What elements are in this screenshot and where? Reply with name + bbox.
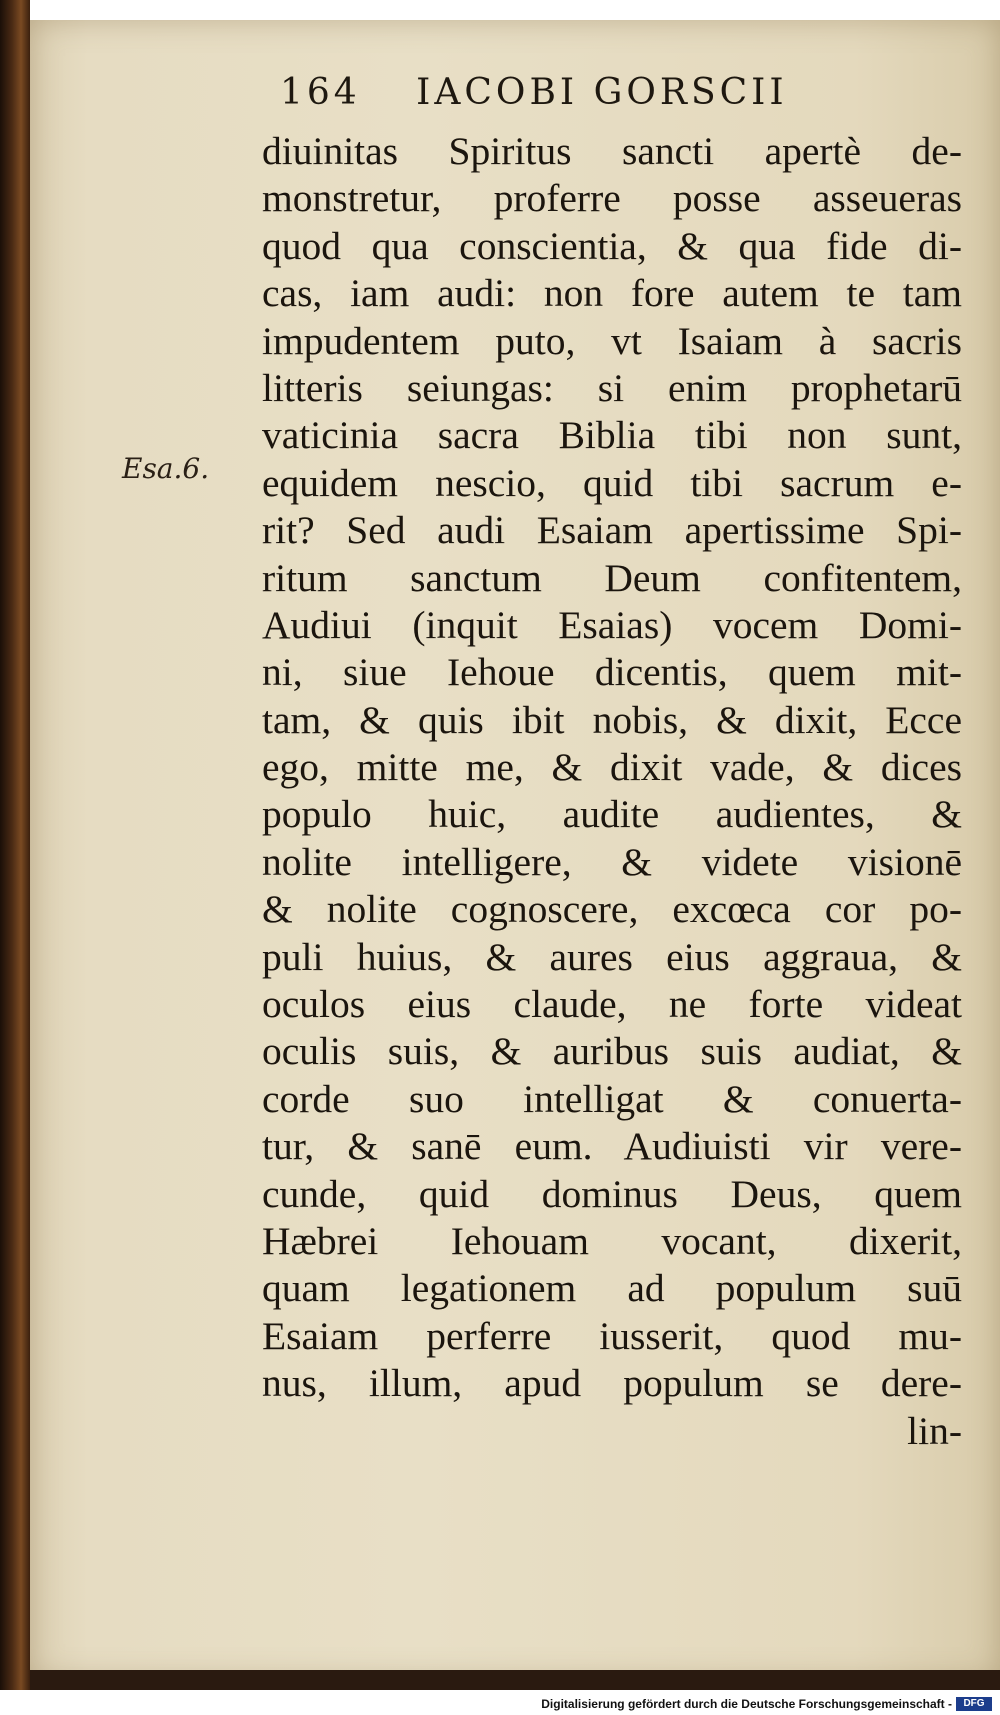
text-line: monstretur, proferre posse asseueras <box>262 176 962 221</box>
page-bottom-edge <box>30 1670 1000 1690</box>
text-line: oculis suis, & auribus suis audiat, & <box>262 1029 962 1074</box>
text-line: puli huius, & aures eius aggraua, & <box>262 934 962 979</box>
text-line: cas, iam audi: non fore autem te tam <box>262 271 962 316</box>
text-line: cunde, quid dominus Deus, quem <box>262 1171 962 1216</box>
text-line: tur, & sanē eum. Audiuisti vir vere- <box>262 1124 962 1169</box>
text-line: corde suo intelligat & conuerta- <box>262 1076 962 1121</box>
running-header <box>280 72 900 113</box>
text-line: ni, siue Iehoue dicentis, quem mit- <box>262 650 962 695</box>
text-line: diuinitas Spiritus sancti apertè de- <box>262 129 962 173</box>
text-line: Hæbrei Iehouam vocant, dixerit, <box>262 1218 962 1263</box>
text-line: oculos eius claude, ne forte videat <box>262 982 962 1027</box>
text-line: quam legationem ad populum suū <box>262 1266 962 1311</box>
book-binding <box>0 0 30 1690</box>
margin-note: Esa.6. <box>122 452 210 485</box>
catchword: lin- <box>907 1408 962 1453</box>
text-line: ego, mitte me, & dixit vade, & dices <box>262 745 962 790</box>
text-line: litteris seiungas: si enim prophetarū <box>262 365 962 410</box>
dfg-logo-icon: DFG <box>956 1697 992 1711</box>
text-line: vaticinia sacra Biblia tibi non sunt, <box>262 413 962 458</box>
page-number: 164 <box>280 72 361 113</box>
text-line: populo huic, audite audientes, & <box>262 792 962 837</box>
body-text <box>262 128 962 1455</box>
text-line: tam, & quis ibit nobis, & dixit, Ecce <box>262 697 962 742</box>
text-line: ritum sanctum Deum confitentem, <box>262 555 962 600</box>
text-line: Audiui (inquit Esaias) vocem Domi- <box>262 602 962 647</box>
funding-credit: Digitalisierung gefördert durch die Deutsche Forschungsgemeinschaft - <box>541 1697 952 1711</box>
text-line: & nolite cognoscere, excœca cor po- <box>262 887 962 932</box>
text-line: nus, illum, apud populum se dere- <box>262 1361 962 1406</box>
text-line: impudentem puto, vt Isaiam à sacris <box>262 318 962 363</box>
running-title: IACOBI GORSCII <box>416 72 788 113</box>
text-line: quod qua conscientia, & qua fide di- <box>262 223 962 268</box>
text-line: equidem nescio, quid tibi sacrum e- <box>262 460 962 505</box>
text-line: Esaiam perferre iusserit, quod mu- <box>262 1313 962 1358</box>
text-line: rit? Sed audi Esaiam apertissime Spi- <box>262 508 962 553</box>
text-line: nolite intelligere, & videte visionē <box>262 839 962 884</box>
